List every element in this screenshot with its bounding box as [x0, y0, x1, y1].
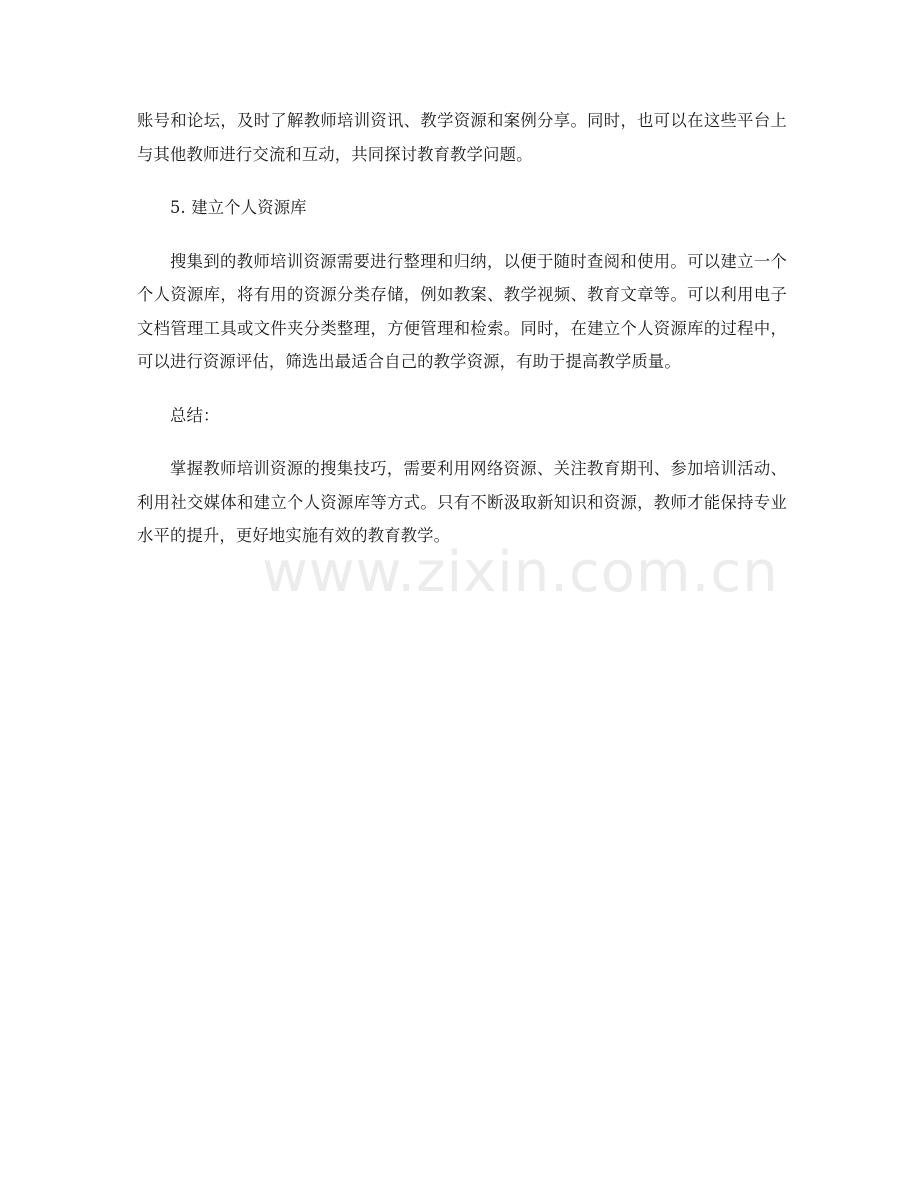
paragraph-forums-continuation: 账号和论坛，及时了解教师培训资讯、教学资源和案例分享。同时，也可以在这些平台上与其他教师进行交流和互动，共同探讨教育教学问题。 — [137, 111, 787, 164]
watermark: www.zixin.com.cn — [262, 540, 779, 605]
paragraph-personal-library: 搜集到的教师培训资源需要进行整理和归纳，以便于随时查阅和使用。可以建立一个个人资源库，将有用的资源分类存储，例如教案、教学视频、教育文章等。可以利用电子文档管理工具或文件夹分类整理，方便管理和检索。同时，在建立个人资源库的过程中，可以进行资源评估，筛选出最适合自己的教学资源，有助于提高教学质量。 — [137, 251, 787, 371]
paragraph-summary: 掌握教师培训资源的搜集技巧，需要利用网络资源、关注教育期刊、参加培训活动、利用社交媒体和建立个人资源库等方式。只有不断汲取新知识和资源，教师才能保持专业水平的提升，更好地实施有效的教育教学。 — [137, 459, 787, 545]
document-body — [137, 104, 787, 553]
section-heading-personal-library: 5. 建立个人资源库 — [170, 198, 307, 217]
summary-heading: 总结： — [170, 405, 220, 425]
